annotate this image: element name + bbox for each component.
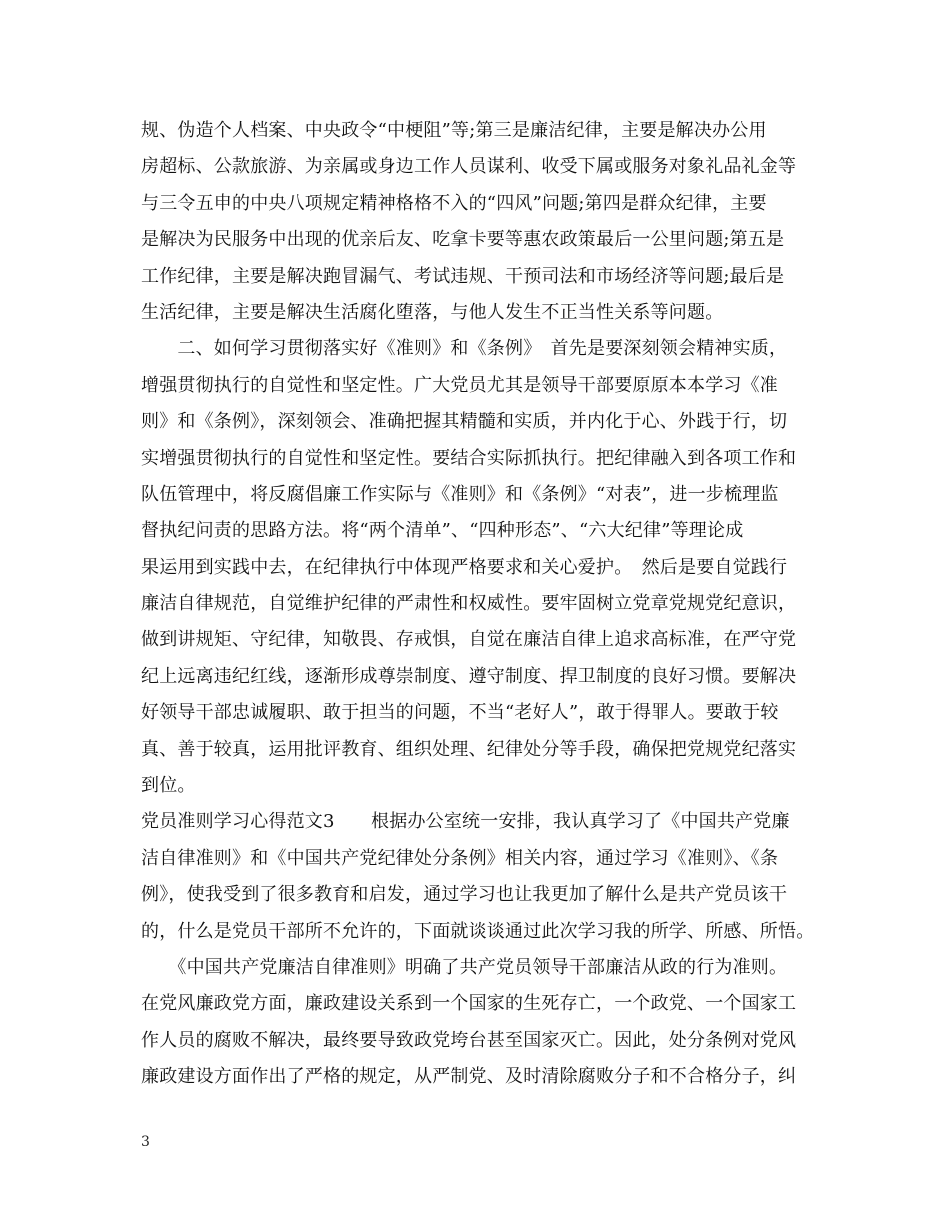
text-line: 《中国共产党廉洁自律准则》明确了共产党员领导干部廉洁从政的行为准则。 bbox=[141, 956, 788, 978]
text-line: 实增强贯彻执行的自觉性和坚定性。要结合实际抓执行。把纪律融入到各项工作和 bbox=[141, 447, 797, 469]
text-line: 队伍管理中，将反腐倡廉工作实际与《准则》和《条例》“对表”，进一步梳理监 bbox=[141, 483, 779, 505]
text-line: 二、如何学习贯彻落实好《准则》和《条例》 首先是要深刻领会精神实质， bbox=[141, 338, 788, 360]
text-line: 与三令五申的中央八项规定精神格格不入的“四风”问题;第四是群众纪律，主要 bbox=[141, 192, 767, 214]
text-line: 增强贯彻执行的自觉性和坚定性。广大党员尤其是领导干部要原原本本学习《准 bbox=[141, 374, 778, 396]
page-number: 3 bbox=[141, 1134, 150, 1150]
text-line: 则》和《条例》，深刻领会、准确把握其精髓和实质，并内化于心、外践于行，切 bbox=[141, 411, 788, 433]
text-line: 真、善于较真，运用批评教育、组织处理、纪律处分等手段，确保把党规党纪落实 bbox=[141, 738, 797, 760]
text-line: 洁自律准则》和《中国共产党纪律处分条例》相关内容，通过学习《准则》、《条 bbox=[141, 847, 779, 869]
text-line: 果运用到实践中去，在纪律执行中体现严格要求和关心爱护。 然后是要自觉践行 bbox=[141, 556, 788, 578]
text-line: 作人员的腐败不解决，最终要导致政党垮台甚至国家灭亡。因此，处分条例对党风 bbox=[141, 1029, 797, 1051]
text-line: 是解决为民服务中出现的优亲后友、吃拿卡要等惠农政策最后一公里问题;第五是 bbox=[141, 229, 785, 251]
text-line: 党员准则学习心得范文3 根据办公室统一安排，我认真学习了《中国共产党廉 bbox=[141, 811, 790, 833]
text-line: 在党风廉政党方面，廉政建设关系到一个国家的生死存亡，一个政党、一个国家工 bbox=[141, 993, 797, 1015]
text-line: 生活纪律，主要是解决生活腐化堕落，与他人发生不正当性关系等问题。 bbox=[141, 301, 724, 323]
text-line: 例》，使我受到了很多教育和启发，通过学习也让我更加了解什么是共产党员该干 bbox=[141, 884, 788, 906]
text-line: 房超标、公款旅游、为亲属或身边工作人员谋利、收受下属或服务对象礼品礼金等 bbox=[141, 156, 797, 178]
text-line: 的，什么是党员干部所不允许的，下面就谈谈通过此次学习我的所学、所感、所悟。 bbox=[141, 920, 815, 942]
text-line: 规、伪造个人档案、中央政令“中梗阻”等;第三是廉洁纪律，主要是解决办公用 bbox=[141, 120, 767, 141]
text-line: 廉政建设方面作出了严格的规定，从严制党、及时清除腐败分子和不合格分子，纠 bbox=[141, 1066, 797, 1088]
text-line: 好领导干部忠诚履职、敢于担当的问题，不当“老好人”，敢于得罪人。要敢于较 bbox=[141, 702, 779, 724]
text-line: 到位。 bbox=[141, 775, 196, 797]
text-line: 工作纪律，主要是解决跑冒漏气、考试违规、干预司法和市场经济等问题;最后是 bbox=[141, 265, 785, 287]
text-line: 做到讲规矩、守纪律，知敬畏、存戒惧，自觉在廉洁自律上追求高标准，在严守党 bbox=[141, 629, 797, 651]
body-text bbox=[141, 113, 821, 1096]
text-line: 督执纪问责的思路方法。将“两个清单”、“四种形态”、“六大纪律”等理论成 bbox=[141, 520, 744, 542]
text-line: 纪上远离违纪红线，逐渐形成尊崇制度、遵守制度、捍卫制度的良好习惯。要解决 bbox=[141, 665, 797, 687]
text-line: 廉洁自律规范，自觉维护纪律的严肃性和权威性。要牢固树立党章党规党纪意识， bbox=[141, 593, 797, 615]
